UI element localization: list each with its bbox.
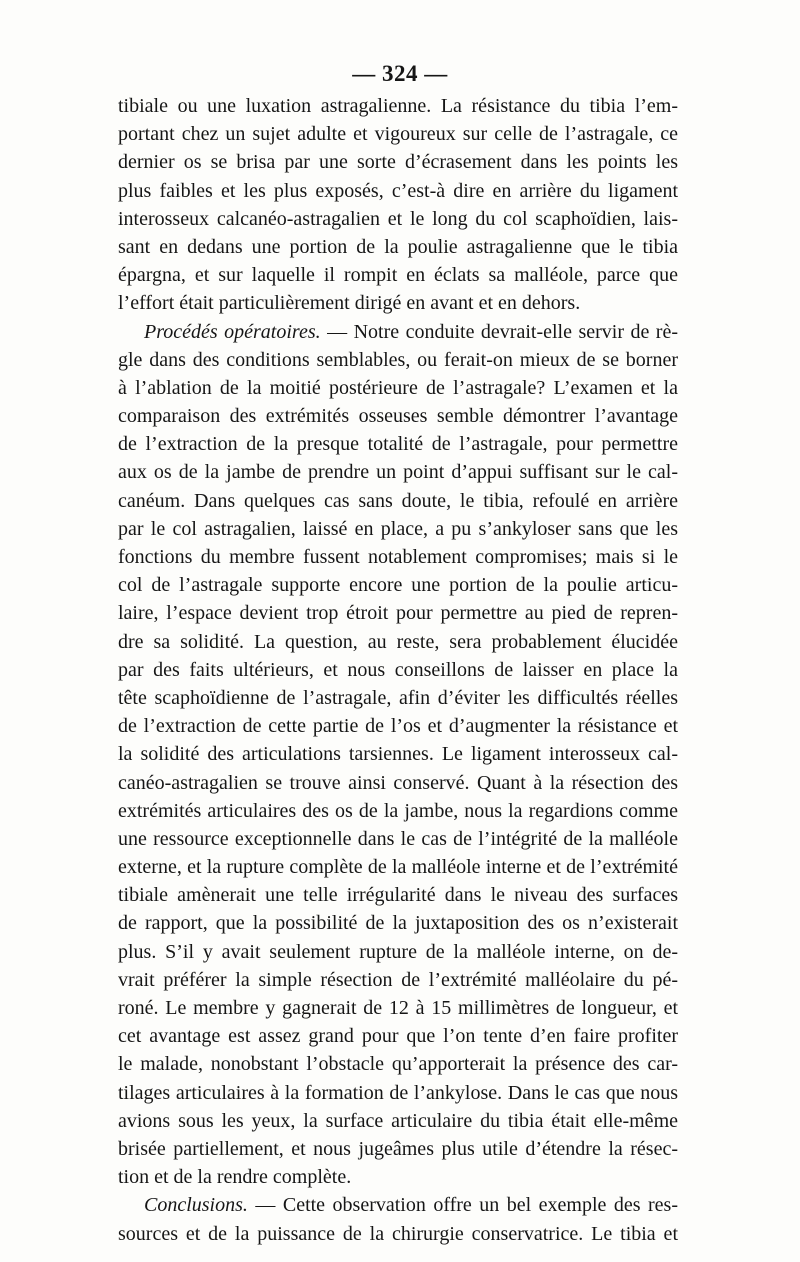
text-line: de l’extraction de cette partie de l’os et d’augmenter la résistance et [118, 715, 678, 738]
text-line: dernier os se brisa par une sorte d’écrasement dans les points les [118, 151, 678, 174]
text-line: tilages articulaires à la formation de l’ankylose. Dans le cas que nous [118, 1081, 678, 1104]
text-line: sources et de la puissance de la chirurgie conservatrice. Le tibia et [118, 1222, 678, 1245]
text-line: externe, et la rupture complète de la malléole interne et de l’extrémité [118, 856, 678, 879]
text-line: sant en dedans une portion de la poulie astragalienne que le tibia [118, 235, 678, 258]
page-number: — 324 — [352, 61, 448, 86]
text-line: interosseux calcanéo-astragalien et le long du col scaphoïdien, lais- [118, 207, 678, 230]
text-line: cet avantage est assez grand pour que l’on tente d’en faire profiter [118, 1025, 678, 1048]
text-line: à l’ablation de la moitié postérieure de l’astragale? L’examen et la [118, 376, 678, 399]
section-heading: Conclusions. [144, 1194, 248, 1217]
text-line: avions sous les yeux, la surface articulaire du tibia était elle-même [118, 1109, 678, 1132]
text-line: laire, l’espace devient trop étroit pour permettre au pied de repren- [118, 602, 678, 625]
text-line: gle dans des conditions semblables, ou ferait-on mieux de se borner [118, 348, 678, 371]
text-line: l’effort était particulièrement dirigé en avant et en dehors. [118, 292, 581, 315]
text-line: épargna, et sur laquelle il rompit en éclats sa malléole, parce que [118, 264, 678, 287]
text-line: tion et de la rendre complète. [118, 1166, 352, 1189]
text-line: plus. S’il y avait seulement rupture de la malléole interne, on de- [118, 940, 678, 963]
text-line: fonctions du membre fussent notablement compromises; mais si le [118, 546, 678, 568]
text-line: tête scaphoïdienne de l’astragale, afin d’éviter les difficultés réelles [118, 686, 678, 709]
text-line: extrémités articulaires des os de la jambe, nous la regardions comme [118, 799, 678, 822]
paragraph-text: — Cette observation offre un bel exemple des res- [247, 1194, 678, 1217]
text-line: par des faits ultérieurs, et nous conseillons de laisser en place la [118, 658, 678, 681]
text-line: une ressource exceptionnelle dans le cas de l’intégrité de la malléole [118, 827, 678, 850]
text-line: de l’extraction de la presque totalité de l’astragale, pour permettre [118, 433, 678, 456]
text-line: plus faibles et les plus exposés, c’est-à dire en arrière du ligament [118, 179, 678, 202]
body-text [118, 92, 678, 1248]
text-line: dre sa solidité. La question, au reste, sera probablement élucidée [118, 630, 678, 653]
text-line: vrait préférer la simple résection de l’extrémité malléolaire du pé- [118, 968, 678, 991]
text-line: le malade, nonobstant l’obstacle qu’apporterait la présence des car- [118, 1053, 678, 1076]
paragraph-text: — Notre conduite devrait-elle servir de rè- [320, 320, 678, 343]
text-line: comparaison des extrémités osseuses semble démontrer l’avantage [118, 405, 678, 428]
text-line: de rapport, que la possibilité de la juxtaposition des os n’existerait [118, 912, 678, 935]
text-line [118, 318, 678, 346]
text-line: col de l’astragale supporte encore une portion de la poulie articu- [118, 574, 678, 597]
section-heading: Procédés opératoires. [144, 320, 321, 343]
text-line: brisée partiellement, et nous jugeâmes plus utile d’étendre la résec- [118, 1137, 678, 1160]
text-line [118, 1191, 678, 1219]
text-line: roné. Le membre y gagnerait de 12 à 15 millimètres de longueur, et [118, 997, 678, 1019]
text-line: canéo-astragalien se trouve ainsi conservé. Quant à la résection des [118, 771, 678, 794]
text-line: tibiale ou une luxation astragalienne. La résistance du tibia l’em- [118, 95, 678, 117]
text-line: la solidité des articulations tarsiennes. Le ligament interosseux cal- [118, 743, 678, 766]
text-line: par le col astragalien, laissé en place, a pu s’ankyloser sans que les [118, 517, 678, 540]
text-line: canéum. Dans quelques cas sans doute, le tibia, refoulé en arrière [118, 489, 678, 512]
text-line: aux os de la jambe de prendre un point d’appui suffisant sur le cal- [118, 461, 678, 484]
text-line: portant chez un sujet adulte et vigoureux sur celle de l’astragale, ce [118, 123, 678, 146]
text-line: tibiale amènerait une telle irrégularité dans le niveau des surfaces [118, 884, 678, 907]
